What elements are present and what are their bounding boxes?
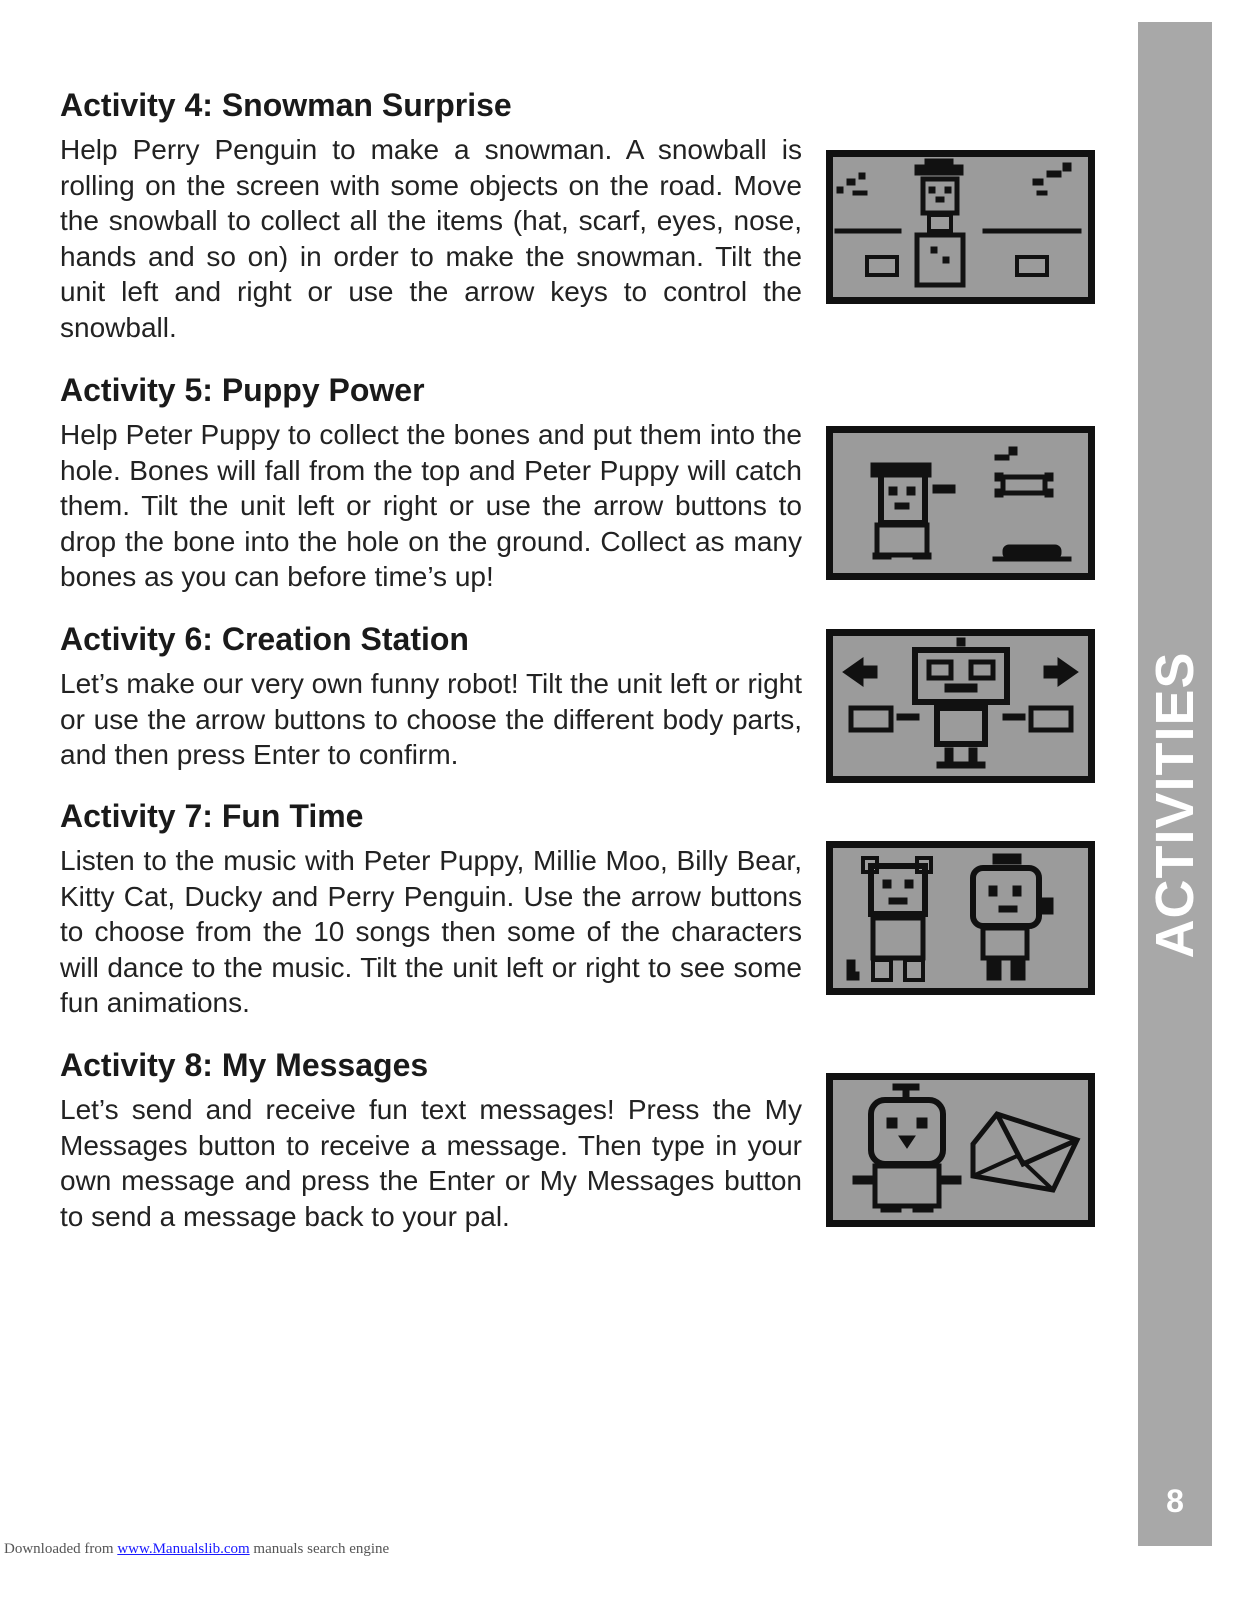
puppy-screen-image	[826, 426, 1095, 580]
activity-6-section	[60, 620, 802, 773]
footer-suffix: manuals search engine	[249, 1541, 390, 1557]
messages-screen-image	[826, 1073, 1095, 1227]
download-footer	[4, 1541, 389, 1558]
activity-6-title: Activity 6: Creation Station	[60, 621, 469, 657]
snowman-screen-image	[826, 150, 1095, 304]
fun-time-screen-image	[826, 841, 1095, 995]
activity-4-section	[60, 86, 802, 345]
robot-screen-image	[826, 629, 1095, 783]
footer-prefix: Downloaded from	[4, 1541, 118, 1557]
activity-4-title: Activity 4: Snowman Surprise	[60, 87, 512, 123]
activity-7-section	[60, 797, 802, 1021]
activity-8-section	[60, 1046, 802, 1234]
activity-6-description: Let’s make our very own funny robot! Tilt the unit left or right or use the arrow buttons to choose the different body parts, and then press Enter to confirm.	[60, 668, 802, 770]
activity-8-description: Let’s send and receive fun text messages! Press the My Messages button to receive a message. Then type in your own message and press the Enter or My Messages button to send a message back to your pal.	[60, 1094, 802, 1232]
activity-7-description: Listen to the music with Peter Puppy, Millie Moo, Billy Bear, Kitty Cat, Ducky and Perry Penguin. Use the arrow buttons to choose from the 10 songs then some of the characters will dance to the music. Tilt the unit left or right to see some fun animations.	[60, 845, 802, 1018]
activity-8-title: Activity 8: My Messages	[60, 1047, 429, 1083]
section-sidebar	[1138, 22, 1212, 1546]
page-number: 8	[1166, 1483, 1184, 1519]
sidebar-section-label: ACTIVITIES	[1145, 651, 1205, 959]
activity-5-section	[60, 371, 802, 595]
activity-5-description: Help Peter Puppy to collect the bones and put them into the hole. Bones will fall from the top and Peter Puppy will catch them. Tilt the unit left or right or use the arrow buttons to drop the bone into the hole on the ground. Collect as many bones as you can before time’s up!	[60, 419, 802, 592]
manualslib-link[interactable]: www.Manualslib.com	[117, 1541, 250, 1557]
activity-4-description: Help Perry Penguin to make a snowman. A snowball is rolling on the screen with some objects on the road. Move the snowball to collect all the items (hat, scarf, eyes, nose, hands and so on) in order to make the snowman. Tilt the unit left and right or use the arrow keys to control the snowball.	[60, 134, 802, 343]
activity-7-title: Activity 7: Fun Time	[60, 798, 364, 834]
activity-5-title: Activity 5: Puppy Power	[60, 372, 425, 408]
